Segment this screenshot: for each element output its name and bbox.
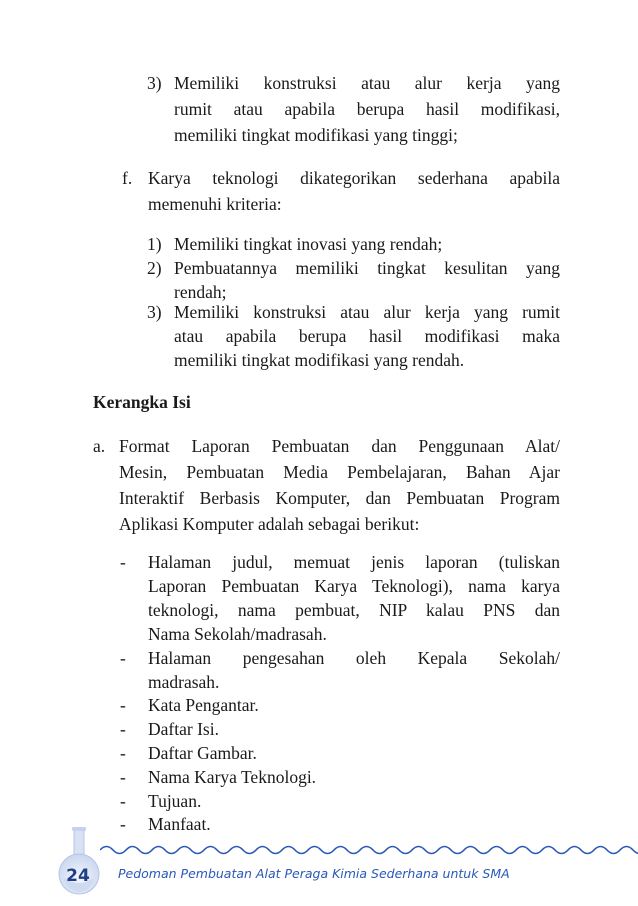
format-line-1: Format Laporan Pembuatan dan Penggunaan Alat/ xyxy=(119,436,560,456)
format-line-2: Mesin, Pembuatan Media Pembelajaran, Bahan Ajar xyxy=(119,462,560,482)
list-letter: f. xyxy=(122,168,133,188)
bullet-dash: - xyxy=(120,814,126,834)
simple-criteria-2-line-2: rendah; xyxy=(174,282,227,302)
simple-criteria-3-line-3: memiliki tingkat modifikasi yang rendah. xyxy=(174,350,465,370)
bullet-dash: - xyxy=(120,552,126,572)
criteria-3-line-2: rumit atau apabila berupa hasil modifikasi, xyxy=(174,99,560,119)
criteria-f-line-1: Karya teknologi dikategorikan sederhana apabila xyxy=(148,168,560,188)
flask-icon xyxy=(56,826,102,898)
bullet-name: Nama Karya Teknologi. xyxy=(148,767,317,787)
footer-title: Pedoman Pembuatan Alat Peraga Kimia Sederhana untuk SMA xyxy=(118,866,510,881)
bullet-title-page-line-1: Halaman judul, memuat jenis laporan (tuliskan xyxy=(148,552,560,572)
bullet-dash: - xyxy=(120,743,126,763)
bullet-approval-line-2: madrasah. xyxy=(148,672,220,692)
bullet-dash: - xyxy=(120,695,126,715)
bullet-dash: - xyxy=(120,791,126,811)
simple-criteria-3-line-1: Memiliki konstruksi atau alur kerja yang rumit xyxy=(174,302,560,322)
footer-wave-divider xyxy=(100,842,638,858)
simple-criteria-1: Memiliki tingkat inovasi yang rendah; xyxy=(174,234,443,254)
criteria-f-line-2: memenuhi kriteria: xyxy=(148,194,282,214)
list-number: 2) xyxy=(147,258,162,278)
bullet-title-page-line-4: Nama Sekolah/madrasah. xyxy=(148,624,327,644)
bullet-dash: - xyxy=(120,719,126,739)
section-heading: Kerangka Isi xyxy=(93,392,191,412)
criteria-3-line-3: memiliki tingkat modifikasi yang tinggi; xyxy=(174,125,458,145)
bullet-dash: - xyxy=(120,767,126,787)
format-line-4: Aplikasi Komputer adalah sebagai berikut: xyxy=(119,514,420,534)
simple-criteria-3-line-2: atau apabila berupa hasil modifikasi maka xyxy=(174,326,560,346)
format-line-3: Interaktif Berbasis Komputer, dan Pembuatan Program xyxy=(119,488,560,508)
bullet-title-page-line-3: teknologi, nama pembuat, NIP kalau PNS dan xyxy=(148,600,560,620)
bullet-title-page-line-2: Laporan Pembuatan Karya Teknologi), nama karya xyxy=(148,576,560,596)
bullet-purpose: Tujuan. xyxy=(148,791,202,811)
list-number: 3) xyxy=(147,302,162,322)
bullet-approval-line-1: Halaman pengesahan oleh Kepala Sekolah/ xyxy=(148,648,560,668)
page-number: 24 xyxy=(66,866,90,886)
list-letter: a. xyxy=(93,436,106,456)
simple-criteria-2-line-1: Pembuatannya memiliki tingkat kesulitan yang xyxy=(174,258,560,278)
bullet-foreword: Kata Pengantar. xyxy=(148,695,259,715)
bullet-dash: - xyxy=(120,648,126,668)
criteria-3-line-1: Memiliki konstruksi atau alur kerja yang xyxy=(174,73,560,93)
bullet-figures: Daftar Gambar. xyxy=(148,743,257,763)
list-number: 3) xyxy=(147,73,162,93)
list-number: 1) xyxy=(147,234,162,254)
bullet-toc: Daftar Isi. xyxy=(148,719,219,739)
bullet-benefit: Manfaat. xyxy=(148,814,211,834)
